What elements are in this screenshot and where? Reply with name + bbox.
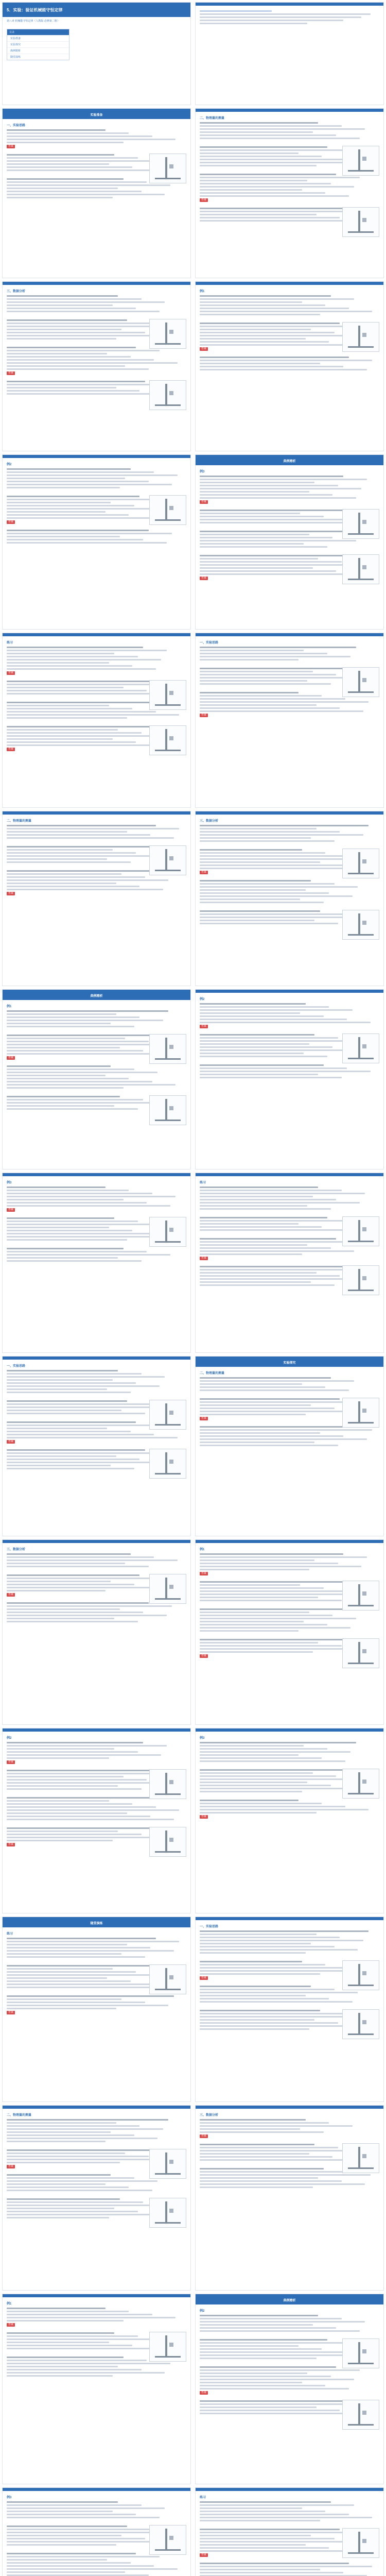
diagram-figure (342, 849, 379, 878)
diagram-figure (342, 1581, 379, 1611)
content-slide (2, 108, 191, 278)
diagram-figure (342, 2400, 379, 2430)
diagram-figure (149, 680, 186, 710)
title-slide (2, 2, 191, 105)
answer-badge: 答案 (200, 1654, 208, 1658)
slide-row (0, 1173, 386, 1356)
diagram-figure (149, 1769, 186, 1799)
table-of-contents (7, 29, 69, 60)
diagram-figure (149, 1964, 186, 1994)
answer-badge: 答案 (200, 871, 208, 874)
slide-row (0, 1539, 386, 1728)
content-slide (195, 1539, 384, 1725)
content-slide (195, 2105, 384, 2291)
diagram-figure (149, 2525, 186, 2555)
diagram-figure (149, 495, 186, 525)
diagram-figure (149, 2198, 186, 2228)
section-title: 三、数据分析 (200, 2114, 219, 2117)
diagram-figure (149, 319, 186, 349)
answer-badge: 答案 (7, 1208, 15, 1212)
section-title: 二、物理量的测量 (7, 820, 32, 823)
diagram-figure (149, 1217, 186, 1247)
content-slide (2, 1917, 191, 2102)
diagram-figure (342, 1638, 379, 1668)
content-slide (2, 989, 191, 1170)
slide-row (0, 1917, 386, 2105)
section-title: 例1 (7, 1005, 12, 1008)
section-title: 例2 (7, 1737, 12, 1740)
diagram-figure (149, 1449, 186, 1479)
toc-item[interactable]: 随堂演练 (7, 54, 69, 60)
section-title: 三、数据分析 (7, 1548, 26, 1551)
diagram-figure (149, 1400, 186, 1430)
slide-row (0, 633, 386, 811)
answer-badge: 答案 (200, 1257, 208, 1260)
answer-badge: 答案 (7, 1056, 15, 1060)
page-subtitle: 第八章 机械能守恒定律（人教版 必修第二册） (7, 20, 60, 23)
section-title: 三、数据分析 (7, 290, 26, 293)
diagram-figure (149, 2332, 186, 2362)
content-slide (195, 1173, 384, 1353)
section-title: 例2 (200, 2310, 205, 2313)
diagram-figure (342, 322, 379, 352)
content-slide (2, 1173, 191, 1353)
answer-badge: 答案 (200, 1572, 208, 1575)
section-title: 练习 (200, 1181, 206, 1184)
answer-badge: 答案 (7, 2323, 15, 2327)
answer-badge: 答案 (7, 2165, 15, 2168)
content-slide (2, 1728, 191, 1913)
diagram-figure (342, 2528, 379, 2558)
content-slide (2, 2294, 191, 2484)
diagram-figure (342, 1960, 379, 1990)
content-slide (195, 108, 384, 278)
section-title: 二、物理量的测量 (200, 117, 225, 120)
diagram-figure (342, 1033, 379, 1063)
answer-badge: 答案 (200, 1815, 208, 1819)
diagram-figure (149, 1034, 186, 1064)
answer-badge: 答案 (200, 500, 208, 504)
content-slide (195, 281, 384, 451)
content-slide (195, 989, 384, 1170)
diagram-figure (342, 207, 379, 237)
content-slide (195, 2, 384, 105)
answer-badge: 答案 (7, 1440, 15, 1444)
answer-badge: 答案 (7, 1760, 15, 1764)
content-slide (2, 2105, 191, 2291)
section-title: 例2 (7, 463, 12, 466)
toc-header: 目录 (7, 29, 69, 35)
section-title: 例1 (7, 2302, 12, 2306)
diagram-figure (342, 910, 379, 940)
answer-badge: 答案 (7, 145, 15, 148)
content-slide (195, 2294, 384, 2484)
answer-badge: 答案 (200, 2553, 208, 2557)
section-header: 随堂演练 (3, 1920, 190, 1927)
slide-row (0, 2105, 386, 2294)
section-title: 例3 (7, 1181, 12, 1184)
section-title: 一、实验思路 (7, 1365, 26, 1368)
diagram-figure (342, 1769, 379, 1799)
slide-row (0, 281, 386, 454)
diagram-figure (149, 725, 186, 755)
answer-badge: 答案 (200, 2391, 208, 2395)
diagram-figure (342, 2143, 379, 2173)
answer-badge: 答案 (7, 892, 15, 895)
slide-row (0, 108, 386, 281)
section-title: 例3 (200, 470, 205, 473)
toc-item[interactable]: 实验探究 (7, 41, 69, 47)
content-slide (195, 2487, 384, 2576)
content-slide (195, 1728, 384, 1913)
diagram-figure (342, 1265, 379, 1295)
section-title: 例1 (200, 290, 205, 293)
answer-badge: 答案 (200, 1976, 208, 1980)
content-slide (2, 811, 191, 986)
answer-badge: 答案 (200, 714, 208, 717)
slide-row (0, 811, 386, 989)
content-slide (195, 1356, 384, 1536)
answer-badge: 答案 (7, 520, 15, 524)
answer-badge: 答案 (200, 198, 208, 202)
section-title: 二、物理量的测量 (7, 2114, 32, 2117)
diagram-figure (342, 1216, 379, 1246)
section-title: 三、数据分析 (200, 820, 219, 823)
diagram-figure (149, 1827, 186, 1857)
answer-badge: 答案 (7, 671, 15, 675)
diagram-figure (149, 1095, 186, 1125)
content-slide (195, 811, 384, 986)
answer-badge: 答案 (200, 347, 208, 351)
diagram-figure (149, 154, 186, 183)
diagram-figure (342, 2338, 379, 2368)
document-page (0, 2, 386, 2576)
slide-row (0, 2294, 386, 2487)
section-title: 例1 (200, 1548, 205, 1551)
section-header: 典例精析 (3, 993, 190, 1000)
section-title: 练习 (7, 641, 13, 645)
section-title: 例3 (200, 1737, 205, 1740)
diagram-figure (342, 554, 379, 584)
content-slide (195, 633, 384, 808)
diagram-figure (149, 845, 186, 875)
diagram-figure (342, 509, 379, 539)
content-slide (195, 454, 384, 630)
slide-row (0, 454, 386, 633)
toc-item[interactable]: 典例精析 (7, 47, 69, 54)
diagram-figure (342, 1398, 379, 1428)
section-header: 实验准备 (3, 112, 190, 119)
section-title: 一、实验思路 (200, 1925, 219, 1928)
answer-badge: 答案 (7, 1593, 15, 1597)
answer-badge: 答案 (200, 2134, 208, 2138)
content-slide (2, 2487, 191, 2576)
slide-row (0, 2487, 386, 2576)
section-title: 一、实验思路 (200, 641, 219, 645)
diagram-figure (149, 2149, 186, 2179)
page-title: 5．实验：验证机械能守恒定律 (3, 3, 190, 17)
answer-badge: 答案 (7, 1843, 15, 1846)
answer-badge: 答案 (7, 2011, 15, 2014)
content-slide (2, 633, 191, 808)
content-slide (2, 454, 191, 630)
toc-item[interactable]: 实验准备 (7, 35, 69, 41)
section-header: 实验探究 (196, 1360, 383, 1367)
section-title: 例3 (7, 2496, 12, 2499)
section-title: 一、实验思路 (7, 124, 26, 127)
slide-row (0, 989, 386, 1173)
answer-badge: 答案 (200, 577, 208, 580)
diagram-figure (149, 1574, 186, 1604)
slide-row (0, 1728, 386, 1917)
diagram-figure (342, 146, 379, 176)
answer-badge: 答案 (7, 748, 15, 751)
section-title: 二、物理量的测量 (200, 1372, 225, 1375)
section-header: 典例精析 (196, 458, 383, 465)
section-title: 练习 (7, 1933, 13, 1936)
slide-row (0, 1356, 386, 1539)
content-slide (2, 281, 191, 451)
answer-badge: 答案 (200, 1025, 208, 1028)
answer-badge: 答案 (7, 371, 15, 375)
section-header: 典例精析 (196, 2297, 383, 2304)
diagram-figure (342, 667, 379, 697)
answer-badge: 答案 (200, 1417, 208, 1420)
slide-row (0, 2, 386, 108)
content-slide (2, 1539, 191, 1725)
content-slide (195, 1917, 384, 2102)
diagram-figure (149, 380, 186, 410)
section-title: 练习 (200, 2496, 206, 2499)
content-slide (2, 1356, 191, 1536)
section-title: 例2 (200, 998, 205, 1001)
diagram-figure (342, 2009, 379, 2039)
